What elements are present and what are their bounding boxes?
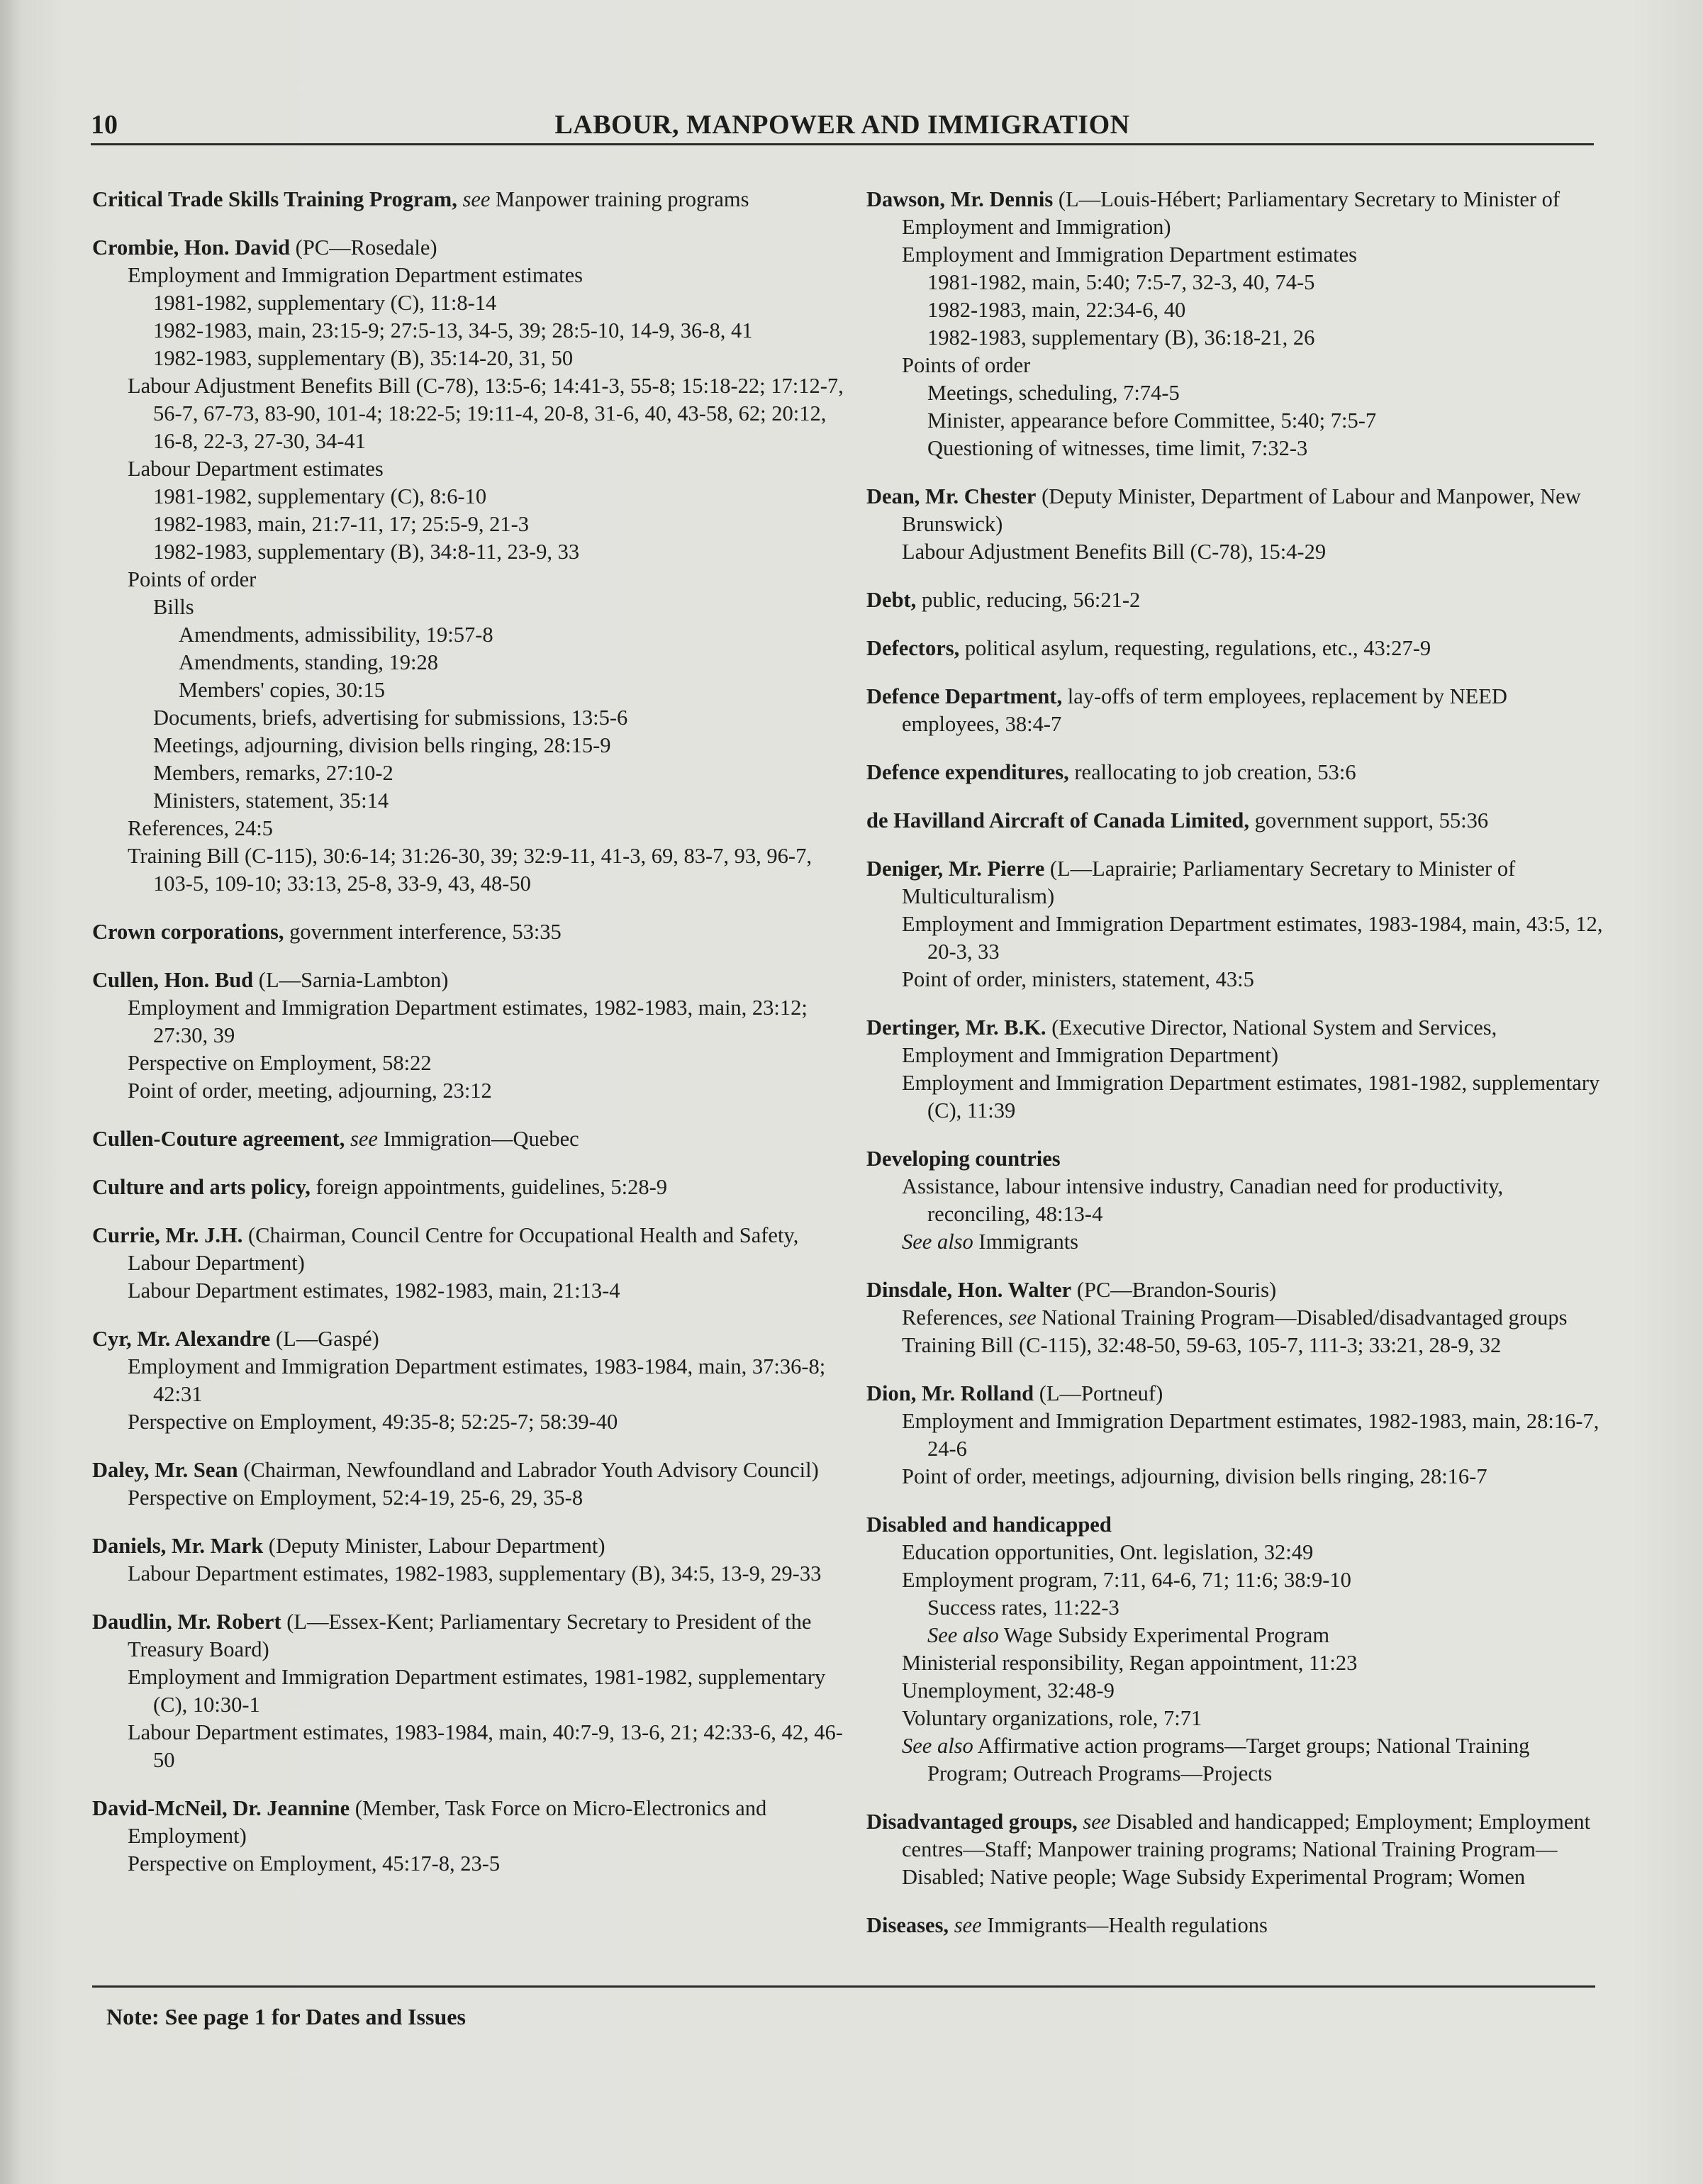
index-subentry: Labour Adjustment Benefits Bill (C-78), 13:5-6; 14:41-3, 55-8; 15:18-22; 17:12-7, 56-7, 67-73, 83-90, 101-4; 18:22-5; 19:11-4, 20-8, 31-6, 40, 43-58, 62; 20:12, 16-8, 22-3, 27-30, 34-41 <box>128 374 844 453</box>
index-term: Dion, Mr. Rolland <box>866 1381 1034 1405</box>
index-subentry: Points of order <box>128 567 257 591</box>
index-term-detail: (Chairman, Newfoundland and Labrador Youth Advisory Council) <box>238 1458 819 1482</box>
index-subentry: Voluntary organizations, role, 7:71 <box>902 1706 1202 1730</box>
index-entry <box>92 1222 844 1305</box>
index-term-detail: (L—Portneuf) <box>1034 1381 1163 1405</box>
index-entry <box>866 1276 1604 1359</box>
index-subentry: 1981-1982, supplementary (C), 11:8-14 <box>153 291 497 315</box>
index-term: Developing countries <box>866 1147 1061 1171</box>
index-entry <box>92 186 844 213</box>
index-entry-heading <box>92 1532 844 1560</box>
index-term: Defectors, <box>866 636 960 660</box>
index-entry-heading <box>92 1795 844 1850</box>
index-subentry: 1982-1983, main, 23:15-9; 27:5-13, 34-5, 39; 28:5-10, 14-9, 36-8, 41 <box>153 318 753 342</box>
index-entry <box>866 186 1604 462</box>
index-term: Cullen-Couture agreement, <box>92 1127 345 1151</box>
index-subentry: Employment and Immigration Department estimates, 1981-1982, supplementary (C), 10:30-1 <box>128 1665 826 1717</box>
index-entry <box>866 855 1604 993</box>
index-subentry: Assistance, labour intensive industry, Canadian need for productivity, reconciling, 48:13-4 <box>902 1174 1504 1226</box>
index-entry-heading <box>866 1014 1604 1069</box>
index-entry <box>92 1456 844 1512</box>
index-subentry: Point of order, ministers, statement, 43:5 <box>902 967 1254 991</box>
index-entry-heading <box>92 1456 844 1484</box>
index-term-detail: government interference, 53:35 <box>284 920 562 944</box>
index-entry-heading <box>92 1608 844 1664</box>
index-entry-heading <box>866 1912 1604 1939</box>
index-subentry: Labour Department estimates <box>128 457 384 481</box>
index-term: de Havilland Aircraft of Canada Limited, <box>866 808 1249 832</box>
index-subentry: Success rates, 11:22-3 <box>927 1595 1119 1620</box>
index-subentry: Amendments, standing, 19:28 <box>179 650 438 674</box>
index-subentry: Employment and Immigration Department estimates, 1981-1982, supplementary (C), 11:39 <box>902 1071 1600 1122</box>
index-entry <box>92 234 844 898</box>
index-subentry: Labour Department estimates, 1982-1983, main, 21:13-4 <box>128 1278 620 1303</box>
index-subentry: Point of order, meeting, adjourning, 23:12 <box>128 1079 492 1103</box>
page-header <box>91 104 1594 145</box>
index-column-right <box>866 186 1604 1960</box>
index-term: Debt, <box>866 588 917 612</box>
footer-note: Note: See page 1 for Dates and Issues <box>106 2004 466 2029</box>
index-entry-heading <box>866 1511 1604 1539</box>
index-subentry: Point of order, meetings, adjourning, division bells ringing, 28:16-7 <box>902 1464 1487 1488</box>
index-subentry: Bills <box>153 595 194 619</box>
index-entry-heading <box>866 683 1604 738</box>
index-term-detail: (PC—Rosedale) <box>290 235 437 260</box>
index-term-detail: (Executive Director, National System and Services, Employment and Immigration Department) <box>902 1015 1497 1067</box>
index-subentry: Questioning of witnesses, time limit, 7:32-3 <box>927 436 1308 460</box>
index-term: Cyr, Mr. Alexandre <box>92 1327 271 1351</box>
index-subentry: See also Wage Subsidy Experimental Program <box>927 1623 1330 1647</box>
running-title: LABOUR, MANPOWER AND IMMIGRATION <box>554 110 1130 140</box>
index-entry-heading <box>92 918 844 946</box>
index-subentry: Labour Department estimates, 1982-1983, supplementary (B), 34:5, 13-9, 29-33 <box>128 1561 822 1586</box>
index-term-detail: (L—Sarnia-Lambton) <box>253 968 449 992</box>
index-term-detail: see Immigrants—Health regulations <box>954 1913 1268 1937</box>
index-term-detail: government support, 55:36 <box>1249 808 1489 832</box>
index-subentry: Employment and Immigration Department estimates, 1982-1983, main, 23:12; 27:30, 39 <box>128 996 808 1047</box>
index-term-detail: (L—Louis-Hébert; Parliamentary Secretary to Minister of Employment and Immigration) <box>902 187 1560 239</box>
index-subentry: See also Affirmative action programs—Target groups; National Training Program; Outreach Programs—Projects <box>902 1734 1530 1785</box>
index-term: Dawson, Mr. Dennis <box>866 187 1054 211</box>
index-subentry: Perspective on Employment, 45:17-8, 23-5 <box>128 1851 501 1876</box>
index-subentry: Employment program, 7:11, 64-6, 71; 11:6; 38:9-10 <box>902 1568 1351 1592</box>
index-term: Daniels, Mr. Mark <box>92 1534 264 1558</box>
index-entry-heading <box>92 1174 844 1201</box>
index-term: Critical Trade Skills Training Program, <box>92 187 457 211</box>
index-term-detail: (Chairman, Council Centre for Occupational Health and Safety, Labour Department) <box>128 1223 799 1275</box>
index-entry-heading <box>866 1145 1604 1173</box>
index-entry <box>866 1380 1604 1491</box>
index-entry <box>866 1912 1604 1939</box>
index-subentry: Members, remarks, 27:10-2 <box>153 761 393 785</box>
index-term: Daudlin, Mr. Robert <box>92 1610 281 1634</box>
index-subentry: Employment and Immigration Department estimates <box>902 243 1358 267</box>
index-term-detail: see Immigration—Quebec <box>350 1127 579 1151</box>
index-entry <box>92 966 844 1105</box>
index-term-detail: reallocating to job creation, 53:6 <box>1068 760 1356 784</box>
index-term: David-McNeil, Dr. Jeannine <box>92 1796 350 1820</box>
index-entry <box>866 1511 1604 1788</box>
index-subentry: 1982-1983, supplementary (B), 35:14-20, 31, 50 <box>153 346 574 370</box>
index-term-detail: see Disabled and handicapped; Employment; Employment centres—Staff; Manpower training programs; National Training Program—Disabled; Native people; Wage Subsidy Experimental Program; Women <box>902 1810 1591 1889</box>
index-entry <box>92 918 844 946</box>
index-entry <box>866 683 1604 738</box>
index-term: Currie, Mr. J.H. <box>92 1223 243 1247</box>
index-term: Deniger, Mr. Pierre <box>866 857 1045 881</box>
index-term-detail: (PC—Brandon-Souris) <box>1071 1278 1277 1302</box>
index-subentry: Ministers, statement, 35:14 <box>153 789 389 813</box>
index-subentry: See also Immigrants <box>902 1230 1079 1254</box>
index-subentry: Minister, appearance before Committee, 5:40; 7:5-7 <box>927 408 1377 433</box>
index-entry-heading <box>866 1380 1604 1408</box>
index-entry <box>92 1325 844 1436</box>
index-subentry: Perspective on Employment, 58:22 <box>128 1051 432 1075</box>
index-subentry: References, see National Training Program—Disabled/disadvantaged groups <box>902 1305 1568 1330</box>
index-term-detail: (L—Essex-Kent; Parliamentary Secretary to President of the Treasury Board) <box>128 1610 812 1661</box>
index-subentry: Employment and Immigration Department estimates, 1983-1984, main, 37:36-8; 42:31 <box>128 1354 826 1406</box>
index-entry <box>866 1014 1604 1125</box>
index-subentry: Perspective on Employment, 49:35-8; 52:25-7; 58:39-40 <box>128 1410 618 1434</box>
index-term-detail: foreign appointments, guidelines, 5:28-9 <box>310 1175 668 1199</box>
index-column-left <box>92 186 844 1898</box>
index-subentry: 1981-1982, supplementary (C), 8:6-10 <box>153 484 487 508</box>
index-subentry: Perspective on Employment, 52:4-19, 25-6, 29, 35-8 <box>128 1486 584 1510</box>
index-subentry: 1981-1982, main, 5:40; 7:5-7, 32-3, 40, 74-5 <box>927 270 1315 294</box>
index-subentry: Training Bill (C-115), 30:6-14; 31:26-30, 39; 32:9-11, 41-3, 69, 83-7, 93, 96-7, 103-5, 109-10; 33:13, 25-8, 33-9, 43, 48-50 <box>128 844 812 896</box>
index-subentry: Amendments, admissibility, 19:57-8 <box>179 623 493 647</box>
index-term: Disabled and handicapped <box>866 1512 1112 1537</box>
index-subentry: Meetings, scheduling, 7:74-5 <box>927 381 1180 405</box>
index-entry <box>866 807 1604 835</box>
index-term-detail: lay-offs of term employees, replacement by NEED employees, 38:4-7 <box>902 684 1507 736</box>
index-entry <box>866 1808 1604 1891</box>
index-term: Daley, Mr. Sean <box>92 1458 238 1482</box>
index-subentry: Labour Department estimates, 1983-1984, main, 40:7-9, 13-6, 21; 42:33-6, 42, 46-50 <box>128 1720 843 1772</box>
index-entry-heading <box>866 1808 1604 1891</box>
index-subentry: Employment and Immigration Department estimates, 1982-1983, main, 28:16-7, 24-6 <box>902 1409 1599 1461</box>
index-term: Cullen, Hon. Bud <box>92 968 254 992</box>
index-entry-heading <box>866 759 1604 786</box>
index-term: Disadvantaged groups, <box>866 1810 1078 1834</box>
index-entry-heading <box>92 1325 844 1353</box>
index-term: Diseases, <box>866 1913 949 1937</box>
index-term-detail: (Deputy Minister, Labour Department) <box>263 1534 605 1558</box>
index-entry <box>92 1125 844 1153</box>
index-term: Defence Department, <box>866 684 1063 708</box>
index-subentry: Training Bill (C-115), 32:48-50, 59-63, 105-7, 111-3; 33:21, 28-9, 32 <box>902 1333 1502 1357</box>
index-subentry: Documents, briefs, advertising for submissions, 13:5-6 <box>153 706 628 730</box>
index-term: Defence expenditures, <box>866 760 1069 784</box>
footer-rule <box>92 1985 1595 1988</box>
index-entry <box>92 1174 844 1201</box>
index-subentry: 1982-1983, supplementary (B), 34:8-11, 23-9, 33 <box>153 540 580 564</box>
index-term: Dean, Mr. Chester <box>866 484 1037 508</box>
index-subentry: 1982-1983, main, 22:34-6, 40 <box>927 298 1186 322</box>
index-entry-heading <box>866 855 1604 910</box>
index-entry-heading <box>866 586 1604 614</box>
index-entry <box>866 759 1604 786</box>
index-entry-heading <box>866 186 1604 241</box>
index-entry-heading <box>866 1276 1604 1304</box>
index-subentry: Ministerial responsibility, Regan appointment, 11:23 <box>902 1651 1358 1675</box>
index-subentry: Unemployment, 32:48-9 <box>902 1678 1115 1703</box>
index-entry <box>866 586 1604 614</box>
index-subentry: References, 24:5 <box>128 816 273 840</box>
index-term: Crombie, Hon. David <box>92 235 291 260</box>
index-term-detail: (Member, Task Force on Micro-Electronics and Employment) <box>128 1796 767 1848</box>
index-term-detail: (L—Gaspé) <box>270 1327 379 1351</box>
index-entry <box>92 1608 844 1774</box>
index-entry-heading <box>866 635 1604 662</box>
index-entry <box>866 483 1604 566</box>
index-term-detail: (Deputy Minister, Department of Labour and Manpower, New Brunswick) <box>902 484 1581 536</box>
index-subentry: 1982-1983, supplementary (B), 36:18-21, 26 <box>927 325 1315 350</box>
index-subentry: Employment and Immigration Department estimates <box>128 263 584 287</box>
index-subentry: 1982-1983, main, 21:7-11, 17; 25:5-9, 21-3 <box>153 512 530 536</box>
index-term: Dertinger, Mr. B.K. <box>866 1015 1046 1040</box>
index-entry <box>866 1145 1604 1256</box>
index-subentry: Members' copies, 30:15 <box>179 678 385 702</box>
index-term: Culture and arts policy, <box>92 1175 311 1199</box>
index-term-detail: political asylum, requesting, regulations, etc., 43:27-9 <box>959 636 1431 660</box>
index-subentry: Meetings, adjourning, division bells ringing, 28:15-9 <box>153 733 611 757</box>
index-subentry: Education opportunities, Ont. legislation, 32:49 <box>902 1540 1314 1564</box>
index-entry <box>92 1795 844 1878</box>
index-term: Dinsdale, Hon. Walter <box>866 1278 1072 1302</box>
index-entry-heading <box>92 1125 844 1153</box>
index-term-detail: (L—Laprairie; Parliamentary Secretary to Minister of Multiculturalism) <box>902 857 1516 908</box>
index-entry-heading <box>866 483 1604 538</box>
page-number: 10 <box>91 110 118 140</box>
index-entry <box>92 1532 844 1588</box>
index-entry-heading <box>866 807 1604 835</box>
index-entry <box>866 635 1604 662</box>
index-term-detail: public, reducing, 56:21-2 <box>916 588 1141 612</box>
index-subentry: Employment and Immigration Department estimates, 1983-1984, main, 43:5, 12, 20-3, 33 <box>902 912 1603 964</box>
index-entry-heading <box>92 966 844 994</box>
index-entry-heading <box>92 1222 844 1277</box>
index-subentry: Labour Adjustment Benefits Bill (C-78), 15:4-29 <box>902 540 1327 564</box>
index-term-detail: see Manpower training programs <box>462 187 749 211</box>
index-entry-heading <box>92 186 844 213</box>
index-subentry: Points of order <box>902 353 1031 377</box>
index-term: Crown corporations, <box>92 920 284 944</box>
index-entry-heading <box>92 234 844 262</box>
